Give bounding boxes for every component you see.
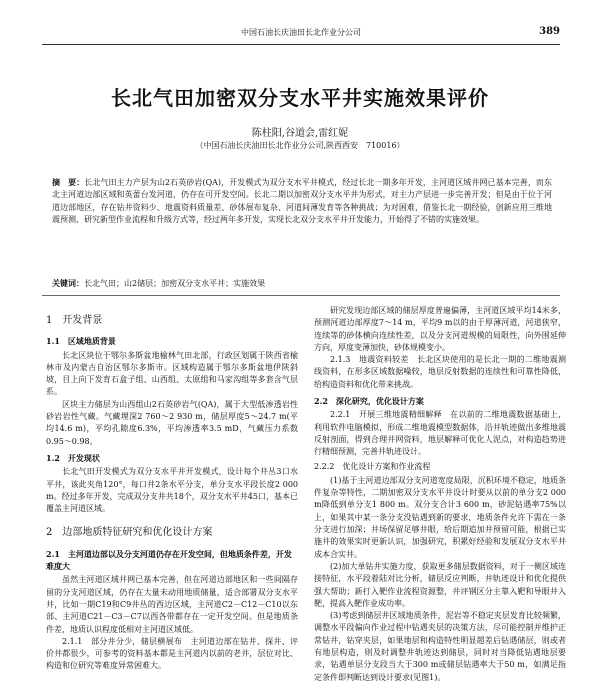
keywords-text: 长北气田；山2储层；加密双分支水平井；实施效果 xyxy=(84,279,266,288)
paper-title: 长北气田加密双分支水平井实施效果评价 xyxy=(111,86,489,110)
subsubsection-heading-2-2-2: 2.2.2 优化设计方案和作业流程 xyxy=(314,461,431,471)
subsection-heading-2-2: 2.2 深化研究，优化设计方案 xyxy=(314,396,424,407)
paragraph: 区块主力储层为山西组山2石英砂岩气(QA)，属于大型低渗透岩性砂岩岩性气藏。气藏埋深2 760～2 930 m，储层厚度5～24.7 m(平均14.6 m)，平均孔隙度6.3%，平均渗透率3.5 mD，气藏压力系数0.95～0.98。 xyxy=(46,399,298,446)
page-number: 389 xyxy=(539,26,560,37)
affiliation: （中国石油长庆油田长北作业分公司,陕西西安 710016） xyxy=(195,141,405,150)
paragraph: 虽然主河道区域井网已基本完善，但在河道边部地区和一些间隔存留的分支河道区域，仍存在大量未动用地质储量，适合部署双分支水平井，比如一期C19和C9井丛的西边区域，主河道C2－C12－C10以东部、主河道C21－C3－C7以西各带都存在一定开发空间。但是地质条件差，地质认识程度低相对主河道区域低。 xyxy=(46,575,298,634)
right-column xyxy=(314,305,566,684)
paragraph: 研究发现边部区域的储层厚度普遍偏薄，主河道区域平均14米多，预测河道边部厚度7～14 m，平均9 m以的由于厚薄河道，河道狭窄，连续等的砂体横向连续性差，以及分支河道规模的局限性，向外围延伸方向，厚度变薄加快，砂体规模变小。 xyxy=(314,306,566,352)
abstract-separator xyxy=(42,295,560,296)
paragraph: 2.1.3 地震资料较差 长北区块使用的是长北一期的二维地震测线资料，在形多区域数据噪较，地层反射数据的连续性和可靠性降低，给构造资料和优化带来挑战。 xyxy=(314,355,566,389)
subsection-heading-1-2: 1.2 开发现状 xyxy=(46,452,100,463)
section-heading-2: 2 边部地质特征研究和优化设计方案 xyxy=(46,527,213,539)
running-head xyxy=(42,27,560,41)
keywords xyxy=(52,278,552,289)
list-item: (3)考虑到储层井区域地质条件，泥岩等不稳定夹层发育比较频繁，调整水平段偏向作业过程中钻遇夹层的决策方法，尽可能控制并维护正常钻井，钻穿夹层，如果地层和构造特性明显超差后钻遇储层，则或者有地层构造，则及时调整井轨迹达到储层，同时对当降低钻遇地层要求，钻遇单层分支段当大于300 m或储层钻遇率大于50 m，如满足指定条件即判断达到设计要求(见图1)。 xyxy=(314,611,566,682)
paragraph: 2.1.1 部分井分少，储层横展布 主河道边部在钻井、探井、评价井都很少，可参考的资料基本都是主河道内以前的老井，层位对比、构造和位研究等难度异常困难大。 xyxy=(46,636,298,671)
paragraph: 2.2.1 开展三维地震精细解释 在以前的二维地震数据基础上，利用软件电脑模拟，形成二维地震模型数据体，沿井轨迹做出多维地震反射剖面，得到合理井网资料，地层解释可优化人泥点，对构造趋势进行精细预测，完善井轨迹设计。 xyxy=(314,410,566,457)
journal-name: 中国石油长庆油田长北作业分公司 xyxy=(241,28,361,37)
paragraph: 长北区块位于鄂尔多斯盆地榆林气田北部，行政区划属于陕西省榆林市及内蒙古自治区鄂尔多斯市。区域构造属于鄂尔多斯盆地伊陕斜坡，目上向下发育石盒子组、山西组、太原组和马家沟组等多套含气层系。 xyxy=(46,350,298,397)
section-heading-1: 1 开发背景 xyxy=(46,315,103,326)
list-item: (2)加大单钻井实施力度，获取更多储层数据资料，对于一侧区域连接特征，水平段着陆对比分析，储层反应判断，井轨迹设计和优化提供强大帮助；新打入靶作业流程资源整，井评钢区分主靠入靶和导眼井入靶，提高入靶作业成功率。 xyxy=(314,561,566,608)
abstract xyxy=(52,176,552,227)
list-item: (1)基于主河道边部双分支河道宽度局限，沉积环境不稳定，地质条件复杂等特性，二期加密双分支水平井设计时要从以前的单分支2 000 m降低到单分支1 800 m。双分支合计3 600 m，砂泥钻遇率75%以上，如果其中某一条分支没钻遇到新的要求，地质条件允许下需在一条分支进行加深；井场保留足够井眼，给后期追加井预留可能，根据已实施井的效果实时更新认识，加强研究，积累好经验和发展双分支水平井成本合实井。 xyxy=(314,475,566,559)
abstract-text: 长北气田主力产层为山2石英砂岩(QA)，开发模式为双分支水平井模式，经过长北一期多年开发，主河道区域井网已基本完善，而东北主河道边部区域和英蕾台发河道，仍存在可开发空间。长北二期以加密双分支水平井为形式，对主力产层进一步完善开发；但是由于位于河道边部地区，存在钻井资料少、地震资料质量差、砂体展布复杂、河道间薄发育等各种挑战；为对困难，借鉴长北一期经验，创新应用三维地震预测、研究新型作业流程和升级方式等，经过两年多开发，实现长北双分支水平井开发能力，开始得了不错的实施效果。 xyxy=(52,178,552,225)
abstract-label: 摘 要： xyxy=(52,177,85,187)
keywords-label: 关键词： xyxy=(52,278,84,288)
header-rule xyxy=(42,44,560,45)
subsection-heading-1-1: 1.1 区域地质背景 xyxy=(46,336,116,347)
paragraph: 长北气田开发模式为双分支水平井开发模式，设计每个井丛3口水平井，该此夹角120°，每口井2条水平分支，单分支水平段长度2 000 m。经过多年开发，完成双分支井共18个，双分支水平井45口，基本已覆盖主河道区域。 xyxy=(46,467,298,514)
left-column xyxy=(46,303,298,673)
author-list: 陈柱阳,谷道会,雷红妮 xyxy=(251,128,349,139)
subsection-heading-2-1: 2.1 主河道边部以及分支河道仍存在开发空间，但地质条件差，开发难度大 xyxy=(46,548,292,572)
